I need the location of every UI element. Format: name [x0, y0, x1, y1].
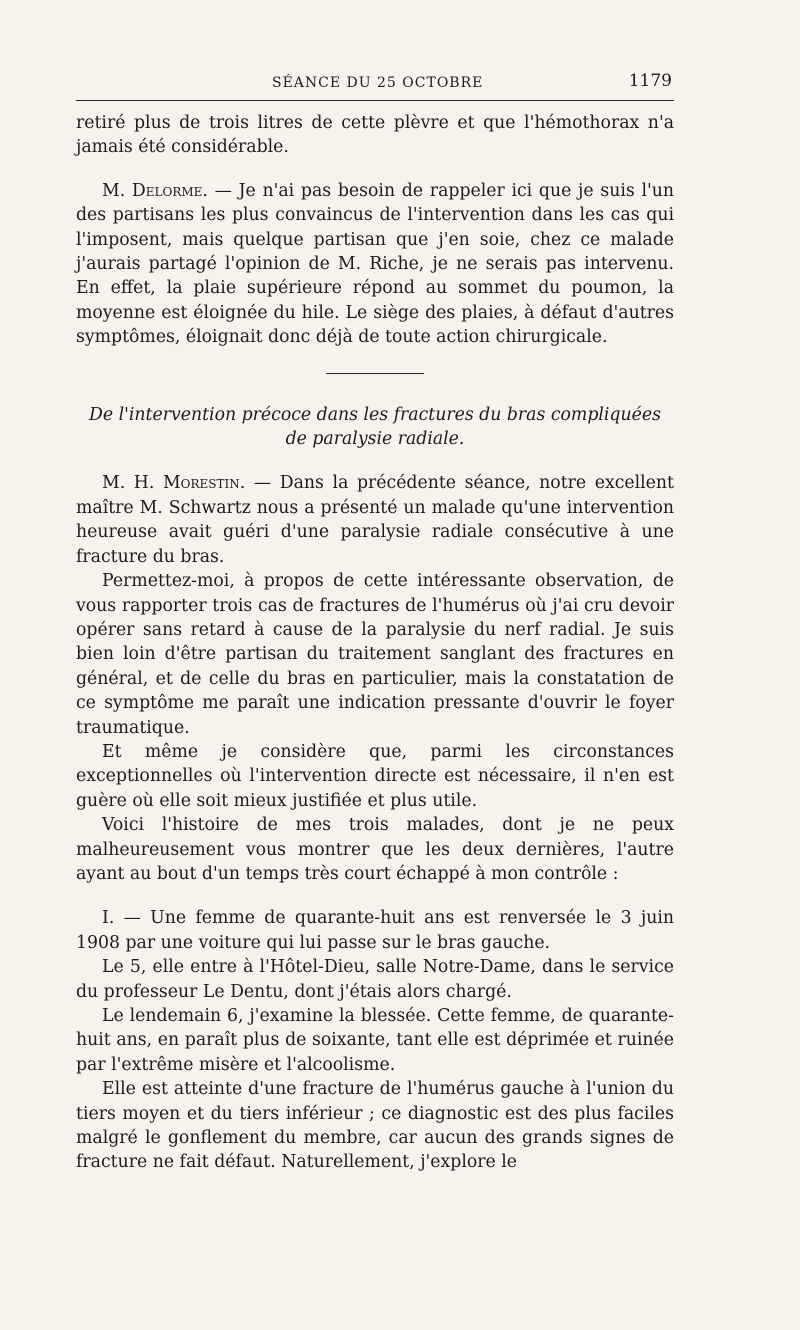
- case-1-paragraph-3: Le lendemain 6, j'examine la blessée. Cette femme, de quarante-huit ans, en paraît plus de soixante, tant elle est déprimée et ruinée par l'extrême misère et l'alcoolisme.: [76, 1006, 674, 1075]
- morestin-text: — Dans la précédente séance, notre excellent maître M. Schwartz nous a présenté un malade qu'une intervention heureuse avait guéri d'une paralysie radiale consécutive à une fracture du bras.: [76, 473, 674, 567]
- body-text: [76, 111, 674, 1175]
- morestin-paragraph-2: Permettez-moi, à propos de cette intéressante observation, de vous rapporter trois cas de fractures de l'humérus où j'ai cru devoir opérer sans retard à cause de la paralysie du nerf radial. Je suis bien loin d'être partisan du traitement sanglant des fractures en général, et de celle du bras en particulier, mais la constatation de ce symptôme me paraît une indication pressante d'ouvrir le foyer traumatique.: [76, 571, 674, 738]
- section-title-line-1: De l'intervention précoce dans les fractures du bras compliquées: [89, 404, 661, 425]
- section-divider: [326, 373, 424, 374]
- case-1-paragraph-1: I. — Une femme de quarante-huit ans est renversée le 3 juin 1908 par une voiture qui lui passe sur le bras gauche.: [76, 908, 674, 953]
- page: [76, 64, 674, 1175]
- morestin-paragraph-3: Et même je considère que, parmi les circonstances exceptionnelles où l'intervention directe est nécessaire, il n'en est guère où elle soit mieux justifiée et plus utile.: [76, 741, 674, 811]
- speaker-name: M. H. Morestin.: [102, 473, 246, 494]
- running-title: SÉANCE DU 25 OCTOBRE: [272, 75, 484, 91]
- delorme-text: — Je n'ai pas besoin de rappeler ici que je suis l'un des partisans les plus convaincus de l'intervention dans les cas qui l'imposent, mais quelque partisan que j'en soie, chez ce malade j'aurais partagé l'opinion de M. Riche, je ne serais pas intervenu. En effet, la plaie supérieure répond au sommet du poumon, la moyenne est éloignée du hile. Le siège des plaies, à défaut d'autres symptômes, éloignait donc déjà de toute action chirurgicale.: [76, 180, 674, 348]
- section-title: [76, 403, 674, 452]
- section-title-line-2: de paralysie radiale.: [285, 429, 465, 450]
- morestin-paragraph-1: [76, 471, 674, 569]
- running-header: [76, 64, 674, 101]
- case-1-paragraph-4: Elle est atteinte d'une fracture de l'humérus gauche à l'union du tiers moyen et du tiers inférieur ; ce diagnostic est des plus faciles malgré le gonflement du membre, car aucun des grands signes de fracture ne fait défaut. Naturellement, j'explore le: [76, 1079, 674, 1173]
- case-1-paragraph-2: Le 5, elle entre à l'Hôtel-Dieu, salle Notre-Dame, dans le service du professeur Le Dentu, dont j'étais alors chargé.: [76, 957, 674, 1002]
- page-number: 1179: [628, 71, 672, 91]
- delorme-paragraph: [76, 179, 674, 350]
- continuation-paragraph: retiré plus de trois litres de cette plèvre et que l'hémothorax n'a jamais été considérable.: [76, 113, 674, 158]
- speaker-name: M. Delorme.: [102, 180, 208, 201]
- morestin-paragraph-4: Voici l'histoire de mes trois malades, dont je ne peux malheureusement vous montrer que les deux dernières, l'autre ayant au bout d'un temps très court échappé à mon contrôle :: [76, 815, 674, 884]
